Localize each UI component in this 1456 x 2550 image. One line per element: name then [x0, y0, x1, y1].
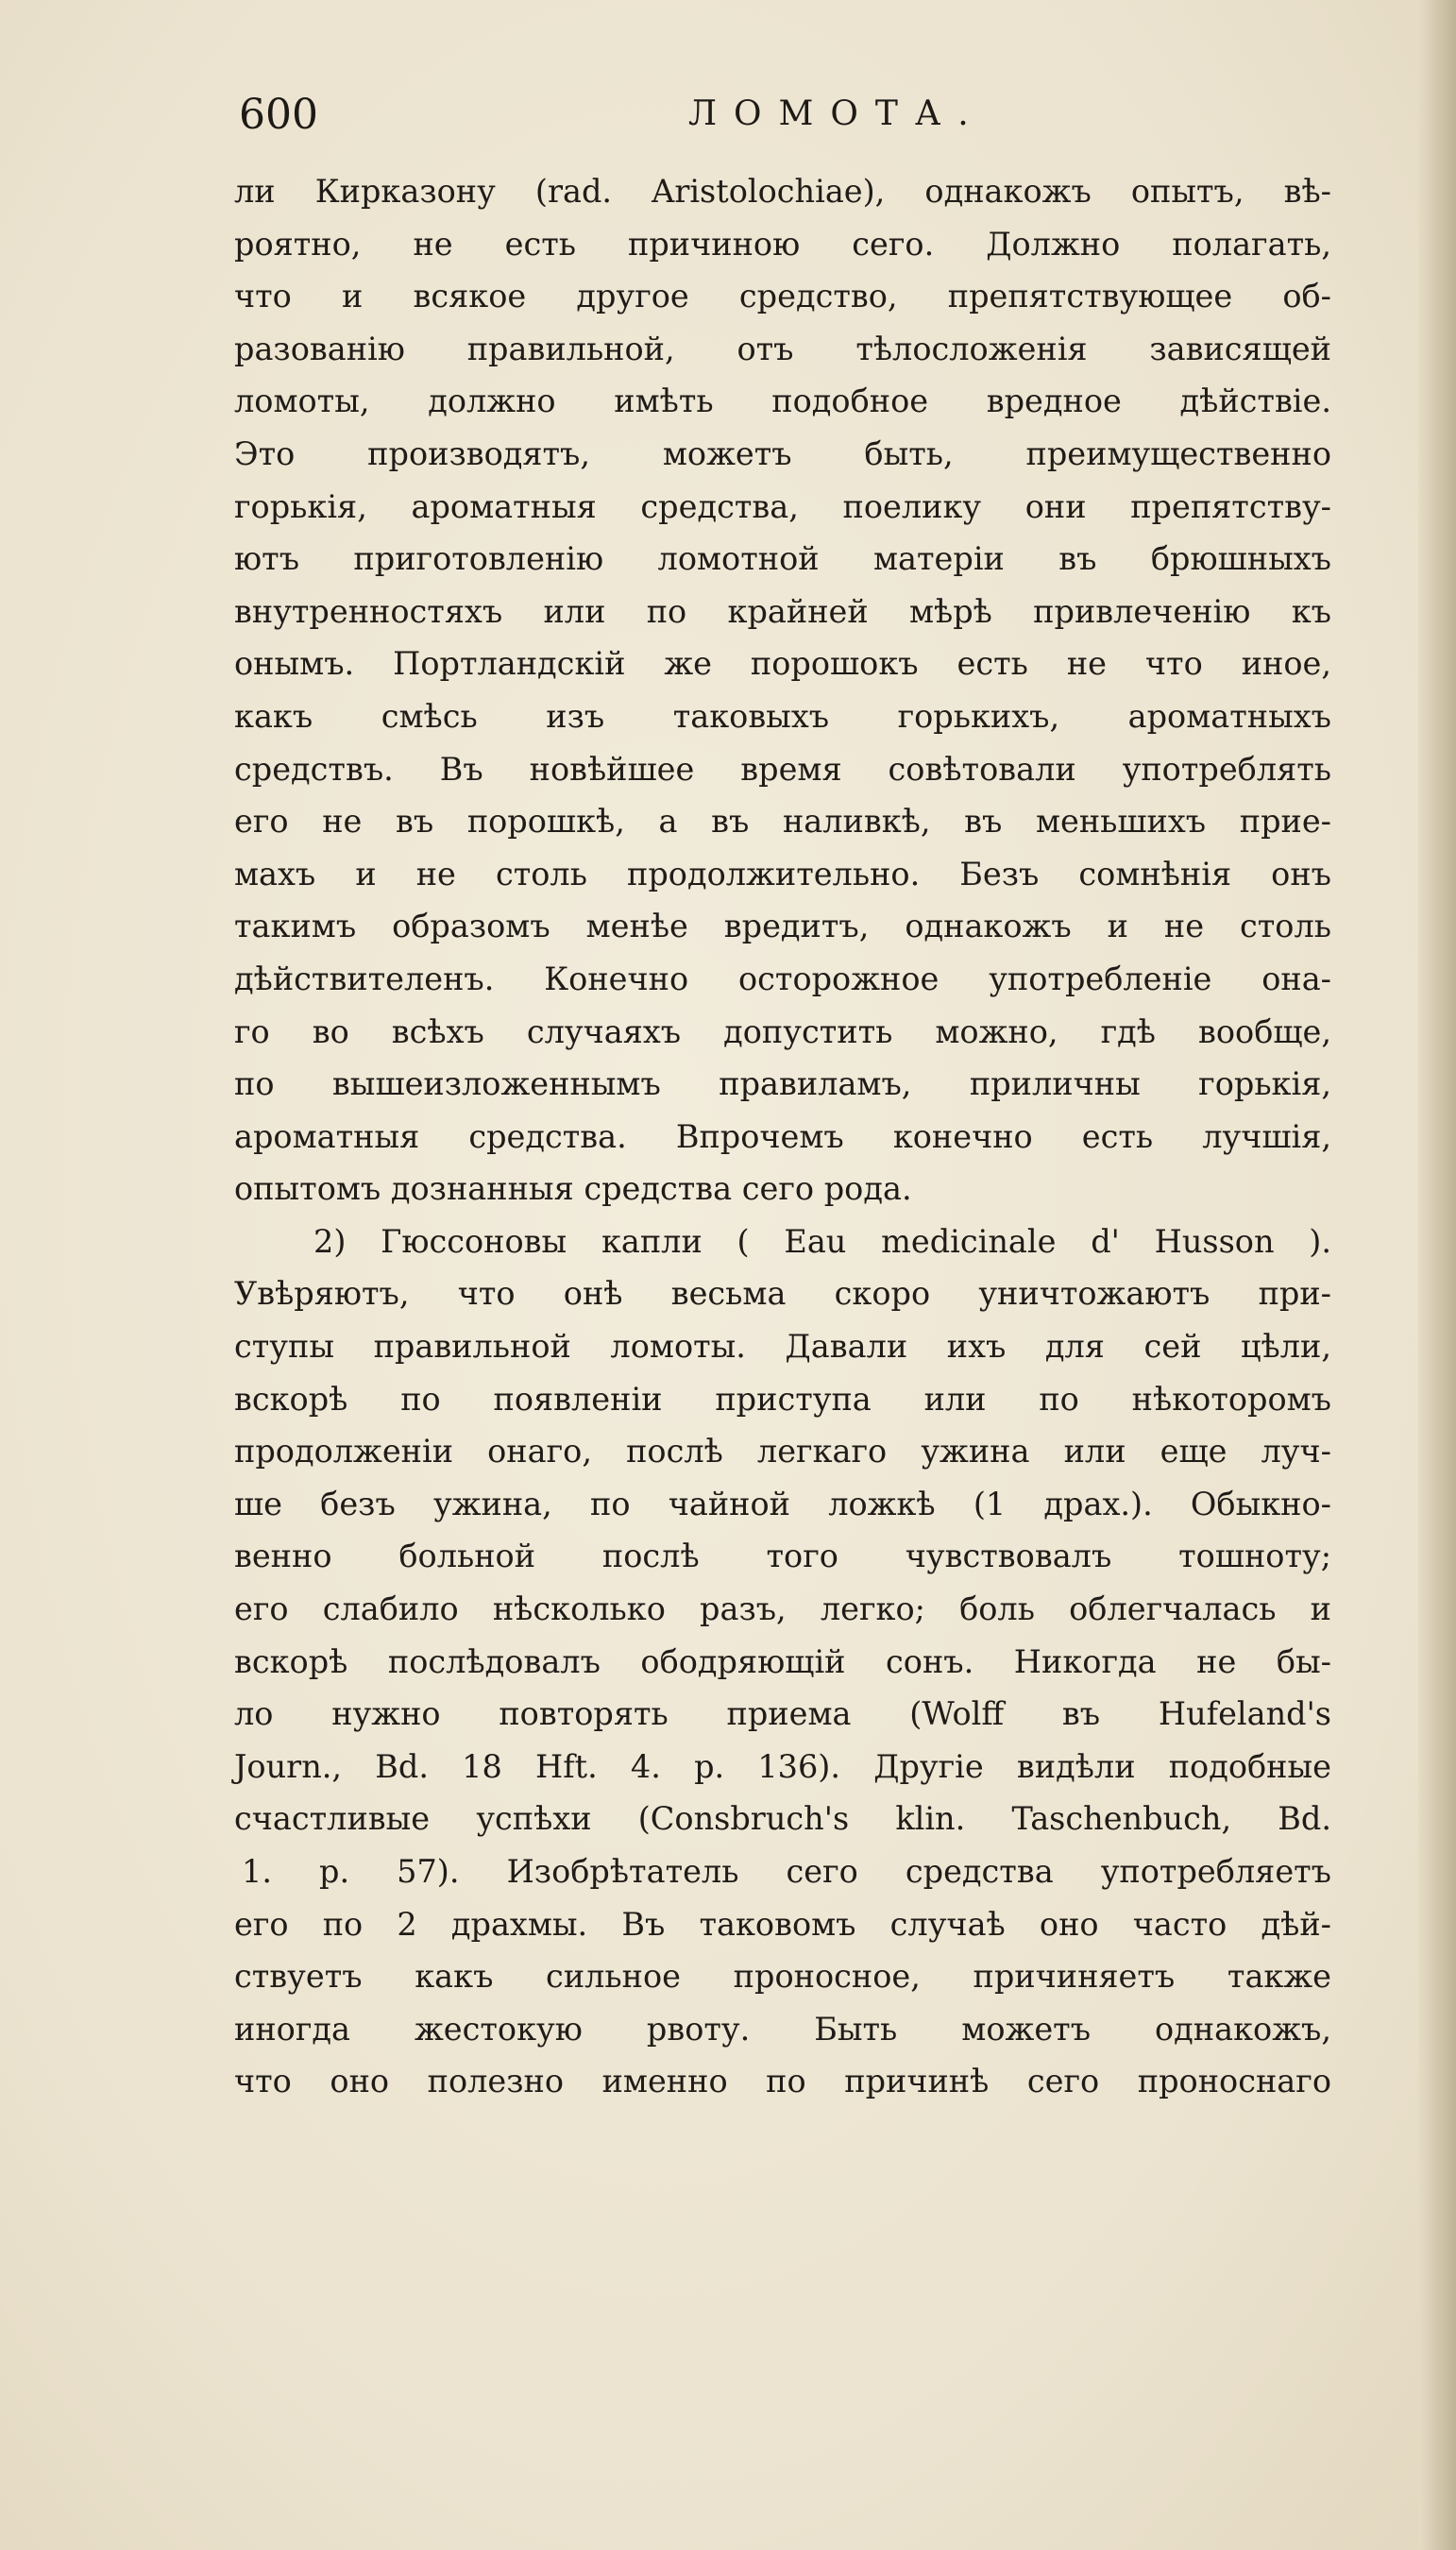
text-line: средствъ. Въ новѣйшее время совѣтовали употреблять: [234, 750, 1331, 788]
text-line: его не въ порошкѣ, а въ наливкѣ, въ меньшихъ прие-: [234, 803, 1331, 841]
text-line: ли Кирказону (rad. Aristolochiae), однакожъ опытъ, вѣ-: [234, 173, 1331, 210]
text-line: продолженіи онаго, послѣ легкаго ужина или еще луч-: [234, 1433, 1331, 1470]
text-line: венно больной послѣ того чувствовалъ тошноту;: [234, 1538, 1331, 1575]
text-line: иногда жестокую рвоту. Быть можетъ однакожъ,: [234, 2010, 1331, 2048]
text-line: внутренностяхъ или по крайней мѣрѣ привлеченію къ: [234, 592, 1331, 630]
text-line: ломоты, должно имѣть подобное вредное дѣйствіе.: [234, 382, 1331, 420]
text-line: что оно полезно именно по причинѣ сего проноснаго: [234, 2063, 1331, 2100]
running-head: ЛОМОТА.: [688, 94, 986, 133]
page-number: 600: [239, 91, 318, 139]
text-line: ло нужно повторять приема (Wolff въ Hufeland's: [234, 1695, 1331, 1733]
text-line: го во всѣхъ случаяхъ допустить можно, гдѣ вообще,: [234, 1012, 1331, 1050]
text-line: его слабило нѣсколько разъ, легко; боль облегчалась и: [234, 1590, 1331, 1628]
page-edge-shadow: [1418, 0, 1456, 2550]
text-line: роятно, не есть причиною сего. Должно полагать,: [234, 225, 1331, 263]
body-text: [234, 165, 1331, 2108]
text-line: по вышеизложеннымъ правиламъ, приличны горькія,: [234, 1065, 1331, 1103]
text-line: Это производятъ, можетъ быть, преимущественно: [234, 434, 1331, 472]
text-line: его по 2 драхмы. Въ таковомъ случаѣ оно часто дѣй-: [234, 1905, 1331, 1943]
page-header: [239, 91, 1323, 147]
text-line: дѣйствителенъ. Конечно осторожное употребленіе она-: [234, 960, 1331, 997]
text-line: 1. p. 57). Изобрѣтатель сего средства употребляетъ: [242, 1853, 1331, 1890]
text-line: ступы правильной ломоты. Давали ихъ для сей цѣли,: [234, 1328, 1331, 1366]
text-line: ше безъ ужина, по чайной ложкѣ (1 драх.). Обыкно-: [234, 1485, 1331, 1522]
text-line: Увѣряютъ, что онѣ весьма скоро уничтожаютъ при-: [234, 1275, 1331, 1313]
text-line: ствуетъ какъ сильное проносное, причиняетъ также: [234, 1958, 1331, 1996]
text-line: ютъ приготовленію ломотной матеріи въ брюшныхъ: [234, 540, 1331, 578]
text-line: такимъ образомъ менѣе вредитъ, однакожъ и не столь: [234, 908, 1331, 945]
text-line: онымъ. Портландскій же порошокъ есть не что иное,: [234, 645, 1331, 683]
text-line: разованію правильной, отъ тѣлосложенія зависящей: [234, 330, 1331, 367]
text-line: счастливые успѣхи (Consbruch's klin. Taschenbuch, Bd.: [234, 1800, 1331, 1838]
text-line: горькія, ароматныя средства, поелику они препятству-: [234, 487, 1331, 525]
text-line: ароматныя средства. Впрочемъ конечно есть лучшія,: [234, 1117, 1331, 1155]
text-line: вскорѣ по появленіи приступа или по нѣкоторомъ: [234, 1380, 1331, 1418]
text-line: опытомъ дознанныя средства сего рода.: [234, 1170, 912, 1208]
text-line: какъ смѣсь изъ таковыхъ горькихъ, ароматныхъ: [234, 697, 1331, 735]
text-line: махъ и не столь продолжительно. Безъ сомнѣнія онъ: [234, 855, 1331, 892]
text-line: что и всякое другое средство, препятствующее об-: [234, 278, 1331, 315]
text-line: Journ., Bd. 18 Hft. 4. p. 136). Другіе видѣли подобные: [234, 1747, 1331, 1785]
text-line: вскорѣ послѣдовалъ ободряющій сонъ. Никогда не бы-: [234, 1642, 1331, 1680]
text-line-section-start: 2) Гюссоновы капли ( Eau medicinale d' Husson ).: [313, 1222, 1331, 1260]
